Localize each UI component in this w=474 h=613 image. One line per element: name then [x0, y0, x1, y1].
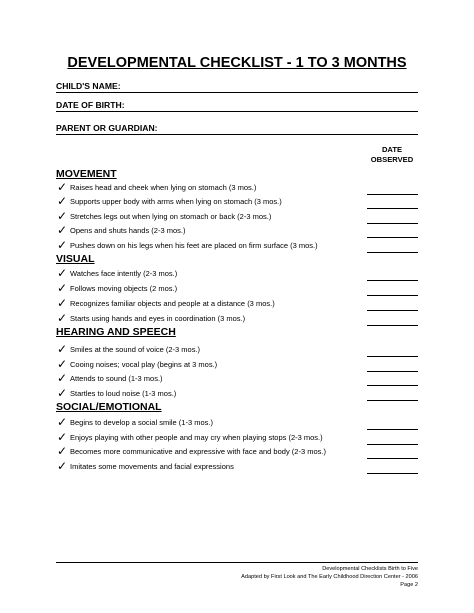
- date-observed-line[interactable]: [367, 429, 418, 430]
- section-heading-hearing-speech: HEARING AND SPEECH: [56, 326, 176, 338]
- checkmark-icon: ✓: [57, 357, 68, 371]
- checklist-item: [56, 386, 421, 401]
- checkmark-icon: ✓: [57, 223, 68, 237]
- checkmark-icon: ✓: [57, 296, 68, 310]
- date-observed-line[interactable]: [367, 208, 418, 209]
- date-observed-line[interactable]: [367, 356, 418, 357]
- checklist-item: [56, 194, 421, 209]
- date-observed-line[interactable]: [367, 295, 418, 296]
- checkmark-icon: ✓: [57, 180, 68, 194]
- date-observed-line[interactable]: [367, 194, 418, 195]
- item-text: Attends to sound (1-3 mos.): [70, 374, 163, 383]
- date-observed-line[interactable]: [367, 237, 418, 238]
- checkmark-icon: ✓: [57, 238, 68, 252]
- checkmark-icon: ✓: [57, 311, 68, 325]
- item-text: Starts using hands and eyes in coordination (3 mos.): [70, 314, 246, 323]
- checkmark-icon: ✓: [57, 459, 68, 473]
- checklist-item: [56, 311, 421, 326]
- footer-divider: [56, 562, 418, 563]
- footer-page-number: Page 2: [400, 582, 418, 588]
- item-text: Becomes more communicative and expressive with face and body (2-3 mos.): [70, 447, 326, 456]
- section-heading-movement: MOVEMENT: [56, 168, 117, 180]
- parent-guardian-field[interactable]: [56, 120, 418, 135]
- item-text: Recognizes familiar objects and people at a distance (3 mos.): [70, 299, 275, 308]
- checklist-item: [56, 223, 421, 238]
- checkmark-icon: ✓: [57, 194, 68, 208]
- date-observed-line[interactable]: [367, 473, 418, 474]
- checkmark-icon: ✓: [57, 266, 68, 280]
- date-header-line1: DATE: [381, 145, 403, 154]
- checkmark-icon: ✓: [57, 371, 68, 385]
- page-title: DEVELOPMENTAL CHECKLIST - 1 TO 3 MONTHS: [67, 55, 407, 71]
- checklist-item: [56, 238, 421, 253]
- date-observed-line[interactable]: [367, 310, 418, 311]
- date-observed-line[interactable]: [367, 223, 418, 224]
- date-observed-header: [362, 145, 422, 165]
- parent-guardian-label: PARENT OR GUARDIAN:: [56, 123, 158, 133]
- item-text: Startles to loud noise (1-3 mos.): [70, 389, 177, 398]
- date-observed-line[interactable]: [367, 280, 418, 281]
- footer-credit: Adapted by First Look and The Early Childhood Direction Center - 2006: [241, 574, 418, 580]
- checklist-item: [56, 296, 421, 311]
- date-observed-line[interactable]: [367, 400, 418, 401]
- checkmark-icon: ✓: [57, 342, 68, 356]
- item-text: Imitates some movements and facial expressions: [70, 462, 234, 471]
- checklist-item: [56, 281, 421, 296]
- checklist-item: [56, 357, 421, 372]
- child-name-label: CHILD'S NAME:: [56, 81, 121, 91]
- checklist-item: [56, 209, 421, 224]
- checklist-item: [56, 430, 421, 445]
- item-text: Cooing noises; vocal play (begins at 3 mos.): [70, 360, 218, 369]
- checklist-item: [56, 371, 421, 386]
- date-observed-line[interactable]: [367, 385, 418, 386]
- checklist-item: [56, 444, 421, 459]
- date-observed-line[interactable]: [367, 458, 418, 459]
- section-heading-visual: VISUAL: [56, 253, 95, 265]
- item-text: Follows moving objects (2 mos.): [70, 284, 178, 293]
- item-text: Supports upper body with arms when lying on stomach (3 mos.): [70, 197, 282, 206]
- checkmark-icon: ✓: [57, 444, 68, 458]
- checklist-item: [56, 180, 421, 195]
- item-text: Smiles at the sound of voice (2-3 mos.): [70, 345, 201, 354]
- item-text: Enjoys playing with other people and may cry when playing stops (2-3 mos.): [70, 433, 323, 442]
- child-name-field[interactable]: [56, 78, 418, 93]
- date-header-line2: OBSERVED: [370, 155, 414, 164]
- footer-title: Developmental Checklists Birth to Five: [322, 566, 418, 572]
- date-observed-line[interactable]: [367, 444, 418, 445]
- date-of-birth-label: DATE OF BIRTH:: [56, 100, 125, 110]
- checklist-item: [56, 266, 421, 281]
- item-text: Raises head and cheek when lying on stomach (3 mos.): [70, 183, 257, 192]
- checkmark-icon: ✓: [57, 415, 68, 429]
- checklist-item: [56, 342, 421, 357]
- checkmark-icon: ✓: [57, 281, 68, 295]
- item-text: Watches face intently (2-3 mos.): [70, 269, 178, 278]
- checkmark-icon: ✓: [57, 386, 68, 400]
- checkmark-icon: ✓: [57, 430, 68, 444]
- checklist-item: [56, 415, 421, 430]
- date-observed-line[interactable]: [367, 325, 418, 326]
- item-text: Pushes down on his legs when his feet are placed on firm surface (3 mos.): [70, 241, 318, 250]
- date-observed-line[interactable]: [367, 371, 418, 372]
- item-text: Opens and shuts hands (2-3 mos.): [70, 226, 186, 235]
- checklist-item: [56, 459, 421, 474]
- item-text: Stretches legs out when lying on stomach or back (2-3 mos.): [70, 212, 272, 221]
- date-observed-line[interactable]: [367, 252, 418, 253]
- section-heading-social-emotional: SOCIAL/EMOTIONAL: [56, 401, 162, 413]
- date-of-birth-field[interactable]: [56, 97, 418, 112]
- item-text: Begins to develop a social smile (1-3 mos.): [70, 418, 213, 427]
- checkmark-icon: ✓: [57, 209, 68, 223]
